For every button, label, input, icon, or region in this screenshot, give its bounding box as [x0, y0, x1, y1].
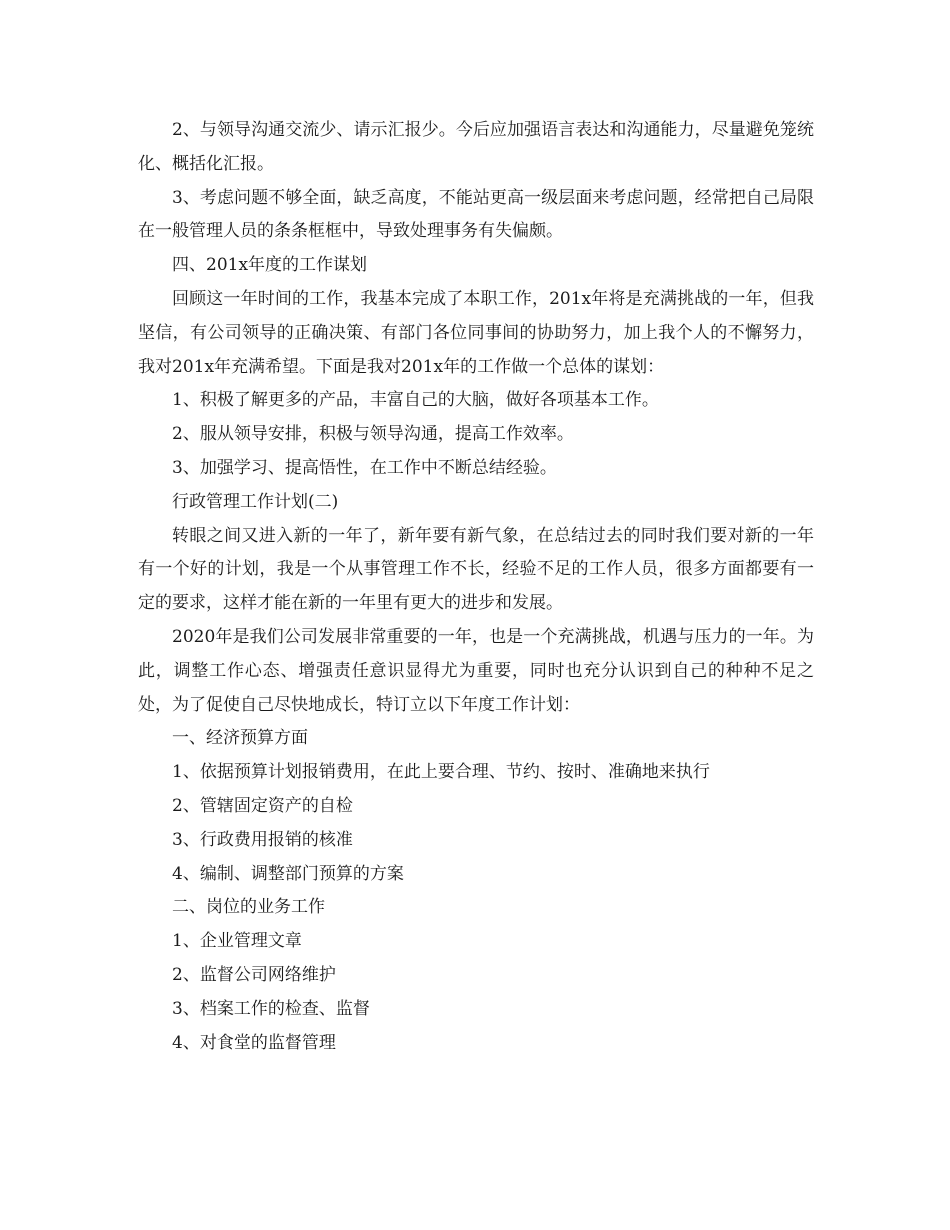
list-item: 1、依据预算计划报销费用，在此上要合理、节约、按时、准确地来执行	[172, 762, 710, 783]
list-item: 2、服从领导安排，积极与领导沟通，提高工作效率。	[172, 424, 574, 445]
section-heading: 一、经济预算方面	[172, 728, 308, 749]
list-item: 2、监督公司网络维护	[172, 964, 336, 985]
list-item: 1、积极了解更多的产品，丰富自己的大脑，做好各项基本工作。	[172, 390, 659, 411]
list-item: 2、管辖固定资产的自检	[172, 795, 353, 816]
paragraph: 2、与领导沟通交流少、请示汇报少。今后应加强语言表达和沟通能力，尽量避免笼统化、概括化汇报。	[138, 120, 814, 174]
document-subtitle: 行政管理工作计划(二)	[172, 491, 339, 512]
list-item: 3、加强学习、提高悟性，在工作中不断总结经验。	[172, 457, 557, 478]
list-item: 1、企业管理文章	[172, 931, 302, 952]
list-item: 4、编制、调整部门预算的方案	[172, 863, 404, 884]
section-heading: 四、201x年度的工作谋划	[172, 255, 368, 276]
paragraph: 3、考虑问题不够全面，缺乏高度，不能站更高一级层面来考虑问题，经常把自己局限在一般管理人员的条条框框中，导致处理事务有失偏颇。	[138, 187, 814, 242]
list-item: 4、对食堂的监督管理	[172, 1032, 336, 1053]
list-item: 3、行政费用报销的核准	[172, 829, 353, 850]
paragraph: 2020年是我们公司发展非常重要的一年，也是一个充满挑战，机遇与压力的一年。为此，调整工作心态、增强责任意识显得尤为重要，同时也充分认识到自己的种种不足之处，为了促使自己尽快地成长，特订立以下年度工作计划：	[138, 626, 814, 715]
paragraph: 回顾这一年时间的工作，我基本完成了本职工作，201x年将是充满挑战的一年，但我坚信，有公司领导的正确决策、有部门各位同事间的协助努力，加上我个人的不懈努力，我对201x年充满希望。下面是我对201x年的工作做一个总体的谋划：	[138, 288, 814, 377]
list-item: 3、档案工作的检查、监督	[172, 998, 370, 1019]
document-body	[138, 114, 814, 1060]
section-heading: 二、岗位的业务工作	[172, 897, 325, 918]
paragraph: 转眼之间又进入新的一年了，新年要有新气象，在总结过去的同时我们要对新的一年有一个好的计划，我是一个从事管理工作不长，经验不足的工作人员，很多方面都要有一定的要求，这样才能在新的一年里有更大的进步和发展。	[138, 525, 814, 614]
